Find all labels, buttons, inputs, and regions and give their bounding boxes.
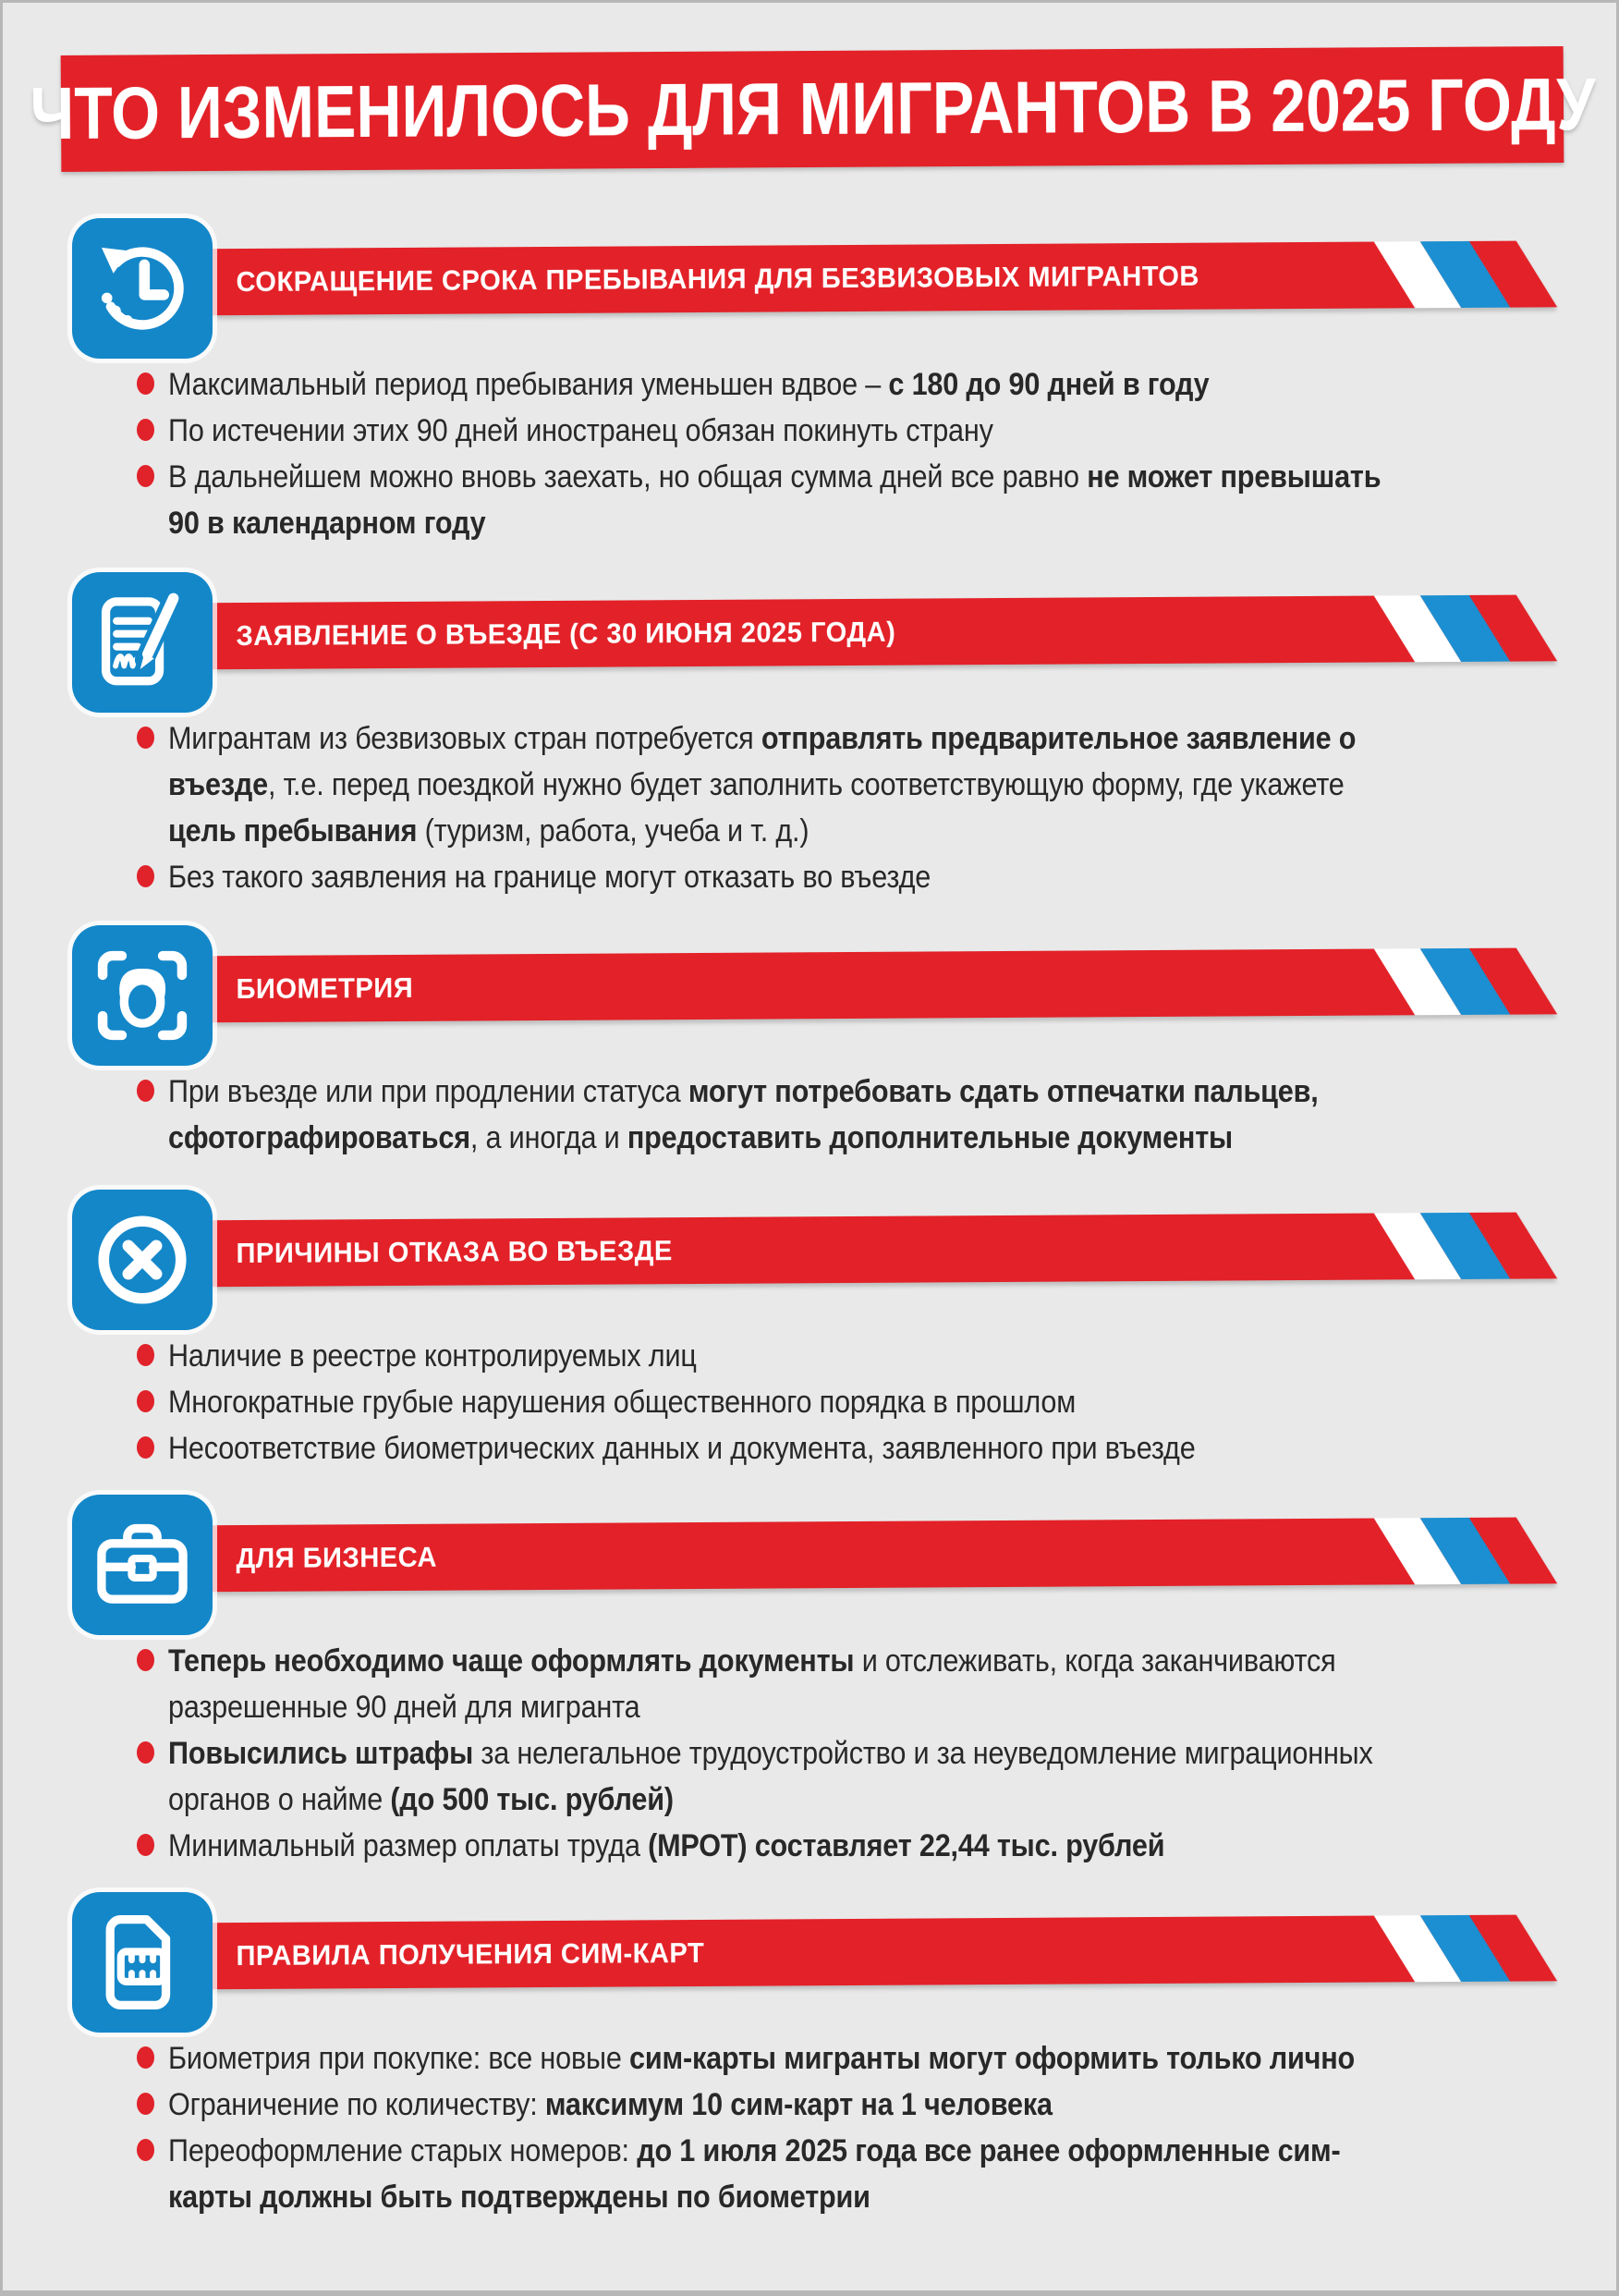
bullet-text: В дальнейшем можно вновь заехать, но общая сумма дней все равно не может превышать 90 в календарном году <box>168 459 1382 541</box>
bullet-text: Максимальный период пребывания уменьшен вдвое – с 180 до 90 дней в году <box>168 367 1210 402</box>
page-title-banner <box>29 46 1596 172</box>
bullet-dot <box>137 865 154 887</box>
bullet-text: Ограничение по количеству: максимум 10 сим-карт на 1 человека <box>168 2087 1053 2122</box>
section-title: ДЛЯ БИЗНЕСА <box>236 1540 438 1575</box>
bullet-text: Биометрия при покупке: все новые сим-карты мигранты могут оформить только лично <box>168 2041 1356 2076</box>
bullet-dot <box>137 465 154 487</box>
bullet-list <box>137 715 1557 900</box>
section-title: ЗАЯВЛЕНИЕ О ВЪЕЗДЕ (С 30 ИЮНЯ 2025 ГОДА) <box>236 615 896 653</box>
bullet-dot <box>137 1649 154 1671</box>
list-item <box>137 1730 1557 1823</box>
bullet-dot <box>137 372 154 395</box>
bullet-list <box>137 1333 1557 1472</box>
sim-card-icon <box>72 1892 213 2033</box>
bullet-list <box>137 2035 1557 2220</box>
bullet-text: Повысились штрафы за нелегальное трудоустройство и за неуведомление миграционных органов о найме (до 500 тыс. рублей) <box>168 1736 1373 1817</box>
bullet-text: Несоответствие биометрических данных и документа, заявленного при въезде <box>168 1431 1196 1466</box>
bullet-text: Многократные грубые нарушения общественного порядка в прошлом <box>168 1385 1077 1420</box>
section-title: СОКРАЩЕНИЕ СРОКА ПРЕБЫВАНИЯ ДЛЯ БЕЗВИЗОВЫХ МИГРАНТОВ <box>236 259 1200 299</box>
list-item <box>137 854 1557 900</box>
section-title: ПРИЧИНЫ ОТКАЗА ВО ВЪЕЗДЕ <box>236 1234 673 1270</box>
application-document-icon <box>72 572 213 713</box>
bullet-dot <box>137 1741 154 1764</box>
bullet-dot <box>137 419 154 441</box>
section-banner <box>142 947 1557 1022</box>
list-item <box>137 715 1557 854</box>
bullet-text: Наличие в реестре контролируемых лиц <box>168 1338 697 1374</box>
list-item <box>137 1425 1557 1472</box>
bullet-text: Теперь необходимо чаще оформлять документы и отслеживать, когда заканчиваются разрешенные 90 дней для мигранта <box>168 1643 1336 1725</box>
section-banner <box>142 1914 1557 1989</box>
list-item <box>137 1069 1557 1161</box>
biometrics-face-scan-icon <box>72 925 213 1066</box>
section-banner <box>142 240 1557 315</box>
list-item <box>137 1638 1557 1730</box>
list-item <box>137 1379 1557 1425</box>
bullet-text: Переоформление старых номеров: до 1 июля 2025 года все ранее оформленные сим-карты должны быть подтверждены по биометрии <box>168 2133 1341 2215</box>
entry-denied-icon <box>72 1190 213 1330</box>
bullet-dot <box>137 1344 154 1366</box>
section-sim-cards <box>72 1919 1557 2220</box>
list-item <box>137 361 1557 408</box>
bullet-dot <box>137 2139 154 2161</box>
bullet-dot <box>137 2093 154 2115</box>
list-item <box>137 408 1557 454</box>
bullet-dot <box>137 2046 154 2069</box>
section-refusal-reasons <box>72 1216 1557 1472</box>
bullet-dot <box>137 1436 154 1459</box>
bullet-dot <box>137 1834 154 1856</box>
section-business <box>72 1521 1557 1869</box>
section-entry-application <box>72 599 1557 900</box>
section-banner <box>142 1212 1557 1287</box>
list-item <box>137 454 1557 546</box>
list-item <box>137 2082 1557 2128</box>
bullet-dot <box>137 1080 154 1102</box>
bullet-text: Мигрантам из безвизовых стран потребуется отправлять предварительное заявление о въезде, т.е. перед поездкой нужно будет заполнить соответствующую форму, где укажете цель пребывания (туризм, работа, учеба и т. д.) <box>168 721 1357 849</box>
section-title: БИОМЕТРИЯ <box>236 971 414 1006</box>
section-banner <box>142 594 1557 669</box>
bullet-list <box>137 1638 1557 1869</box>
section-biometrics <box>72 952 1557 1161</box>
bullet-list <box>137 1069 1557 1161</box>
section-title: ПРАВИЛА ПОЛУЧЕНИЯ СИМ-КАРТ <box>236 1936 705 1972</box>
history-clock-icon <box>72 218 213 359</box>
bullet-text: При въезде или при продлении статуса могут потребовать сдать отпечатки пальцев, сфотографироваться, а иногда и предоставить дополнительные документы <box>168 1074 1319 1155</box>
bullet-text: Минимальный размер оплаты труда (МРОТ) составляет 22,44 тыс. рублей <box>168 1828 1165 1863</box>
bullet-list <box>137 361 1557 546</box>
page-title: ЧТО ИЗМЕНИЛОСЬ ДЛЯ МИГРАНТОВ В 2025 ГОДУ <box>29 62 1596 155</box>
bullet-dot <box>137 727 154 749</box>
list-item <box>137 2035 1557 2082</box>
bullet-dot <box>137 1390 154 1412</box>
section-stay-period <box>72 245 1557 546</box>
bullet-text: По истечении этих 90 дней иностранец обязан покинуть страну <box>168 413 993 448</box>
bullet-text: Без такого заявления на границе могут отказать во въезде <box>168 860 931 895</box>
list-item <box>137 2128 1557 2220</box>
section-banner <box>142 1517 1557 1592</box>
briefcase-icon <box>72 1495 213 1635</box>
list-item <box>137 1823 1557 1869</box>
list-item <box>137 1333 1557 1379</box>
